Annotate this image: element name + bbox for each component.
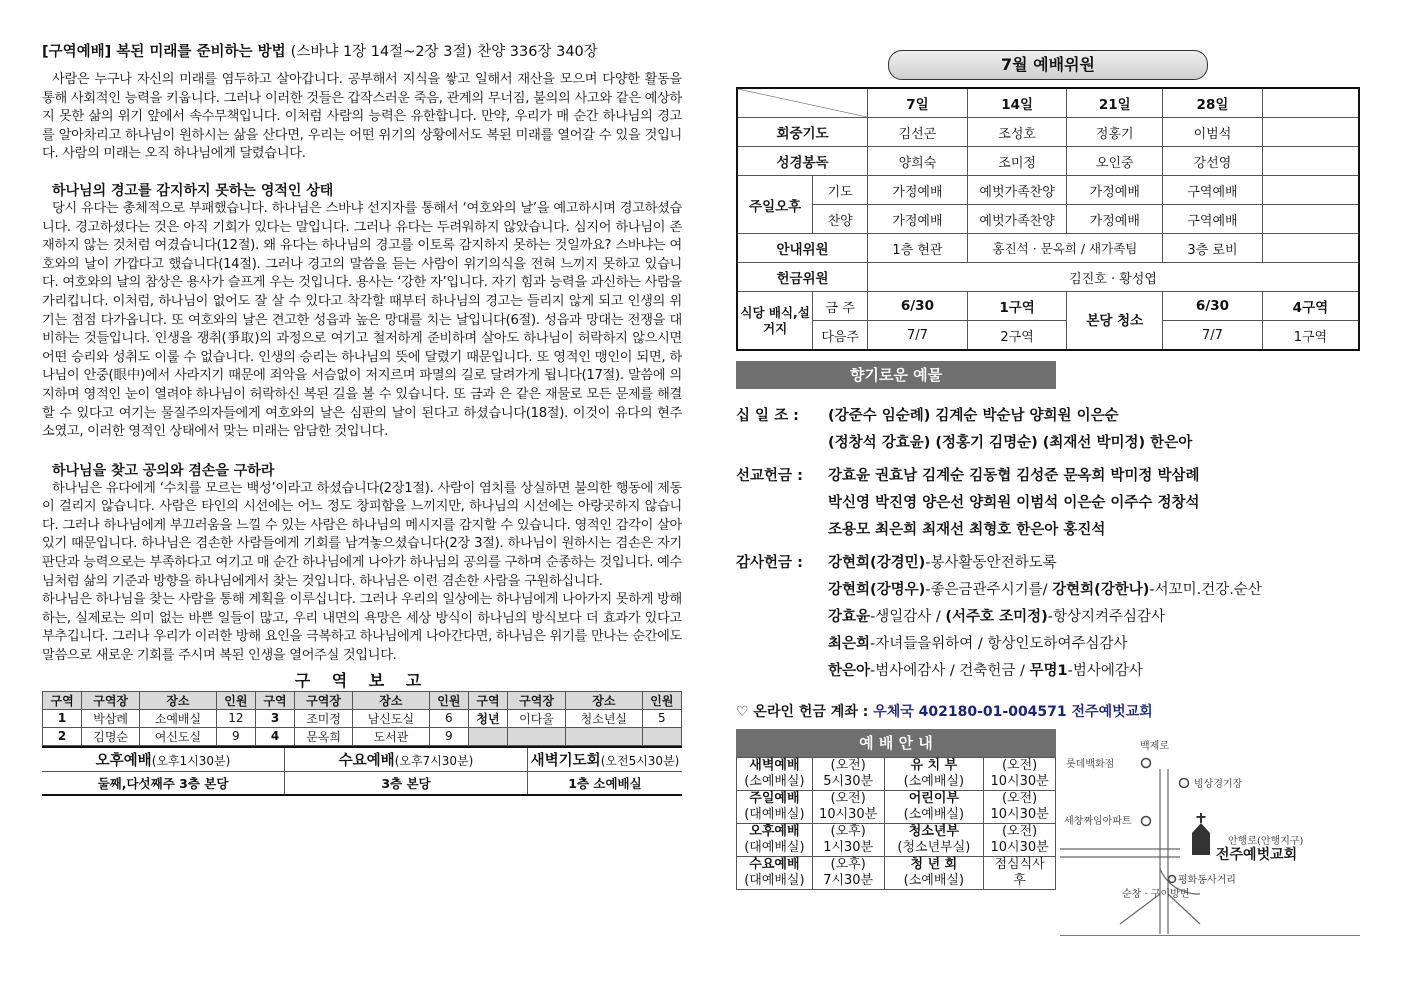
table-row — [737, 147, 1359, 176]
map-label-apartment: 세창짜임아파트 — [1064, 816, 1132, 827]
duty-cell: 구역예배 — [1163, 176, 1263, 205]
duty-cell: 6/30 — [1163, 292, 1263, 321]
report-header: 구역 — [468, 691, 507, 709]
report-header: 구역 — [255, 691, 294, 709]
duty-cell: 구역예배 — [1163, 205, 1263, 234]
duty-cell-empty — [1262, 234, 1359, 263]
duty-cell: 조미정 — [967, 147, 1067, 176]
service-ampm: (오후) — [830, 857, 866, 872]
right-column — [736, 50, 1360, 941]
worship-dawn — [528, 747, 683, 772]
thanks-note: -생일감사 / — [870, 609, 946, 625]
service-room: (대예배실) — [744, 807, 805, 822]
church-location-map — [1060, 729, 1360, 941]
service-time: 5시30분 — [823, 774, 874, 789]
worship-time: (오후7시30분) — [394, 753, 474, 768]
section2-body1: 하나님은 유다에게 ‘수치를 모르는 백성’이라고 하셨습니다(2장1절). 사람이 염치를 상실하면 불의한 행동에 제동이 걸리지 않습니다. 사람은 타인의 시선에는 어느 정도 창피함을 느끼지만, 하나님의 시선에는 아랑곳하지 않습니다. 그러나 하나님에게 부끄러움을 느낄 수 있는 사람은 하나님의 메시지를 감지할 수 있습니다. 영적인 감각이 살아있기 때문입니다. 하나님은 겸손한 사람들에게 기회를 남겨놓으셨습니다(2장 3절). 하나님이 원하시는 겸손은 자기 판단과 능력으로는 부족하다고 여기고 매 순간 하나님에게 나아가 하나님의 공의를 구하며 순종하는 것입니다. 예수님처럼 삶의 기준과 방향을 하나님에게서 찾는 것입니다. 하나님은 이런 겸손한 사람을 구원하십니다. — [42, 480, 682, 589]
map-label-church: 전주예벗교회 — [1216, 847, 1298, 863]
duty-label: 헌금위원 — [737, 263, 868, 292]
worship-name: 수요예배 — [338, 752, 395, 769]
service-time: 10시30분 — [990, 807, 1049, 822]
service-guide-band: 예 배 안 내 — [736, 729, 1056, 757]
duty-sublabel: 기도 — [813, 176, 868, 205]
table-row — [737, 263, 1359, 292]
church-icon — [1192, 813, 1210, 855]
mission-names: 조용모 최은희 최재선 최형호 한은아 홍진석 — [828, 522, 1106, 538]
service-room: (소예배실) — [903, 774, 965, 789]
worship-time: (오전5시30분) — [600, 753, 680, 768]
report-cell: 4 — [255, 727, 294, 745]
report-cell: 1 — [43, 709, 82, 727]
thanks-note: -범사에감사 — [1067, 663, 1143, 679]
report-cell-empty — [468, 727, 507, 745]
duty-cell: 1구역 — [967, 292, 1067, 321]
report-cell: 여신도실 — [140, 727, 217, 745]
thanks-note: -서꼬미.건강.순산 — [1149, 582, 1262, 598]
duty-cell — [1262, 176, 1359, 205]
service-guide-area — [736, 729, 1360, 941]
report-cell-empty — [566, 727, 643, 745]
table-row — [737, 205, 1359, 234]
district-report-title: 구 역 보 고 — [294, 670, 430, 690]
duty-cell: 홍진석 · 문옥희 / 새가족팀 — [967, 234, 1162, 263]
report-cell-empty — [642, 727, 681, 745]
duty-cell — [1262, 147, 1359, 176]
service-ampm: (오전) — [1001, 791, 1038, 806]
thanks-note: -범사에감사 / 건축헌금 / — [870, 663, 1030, 679]
district-report-table — [42, 691, 682, 746]
worship-place: 1층 소예배실 — [528, 771, 683, 795]
table-row — [737, 292, 1359, 321]
map-label-sunchang: 순창 · 구이방면 — [1122, 889, 1190, 900]
duty-label: 주일오후 — [737, 176, 813, 234]
thanks-name: 강현희(강한나) — [1052, 582, 1150, 598]
section1-title: 하나님의 경고를 감지하지 못하는 영적인 상태 — [52, 182, 334, 199]
report-cell-empty — [508, 727, 566, 745]
service-cell — [812, 758, 884, 791]
service-ampm: (오전) — [830, 791, 866, 806]
table-row — [737, 176, 1359, 205]
service-time: 7시30분 — [823, 873, 874, 888]
duty-label: 안내위원 — [737, 234, 868, 263]
service-time: 10시30분 — [990, 774, 1049, 789]
service-cell — [884, 824, 984, 857]
report-header: 장소 — [353, 691, 430, 709]
sermon-title: 복된 미래를 준비하는 방법 — [116, 44, 286, 60]
sermon-reference: (스바냐 1장 14절~2장 3절) — [290, 44, 473, 60]
map-label-baekje-road: 백제로 — [1140, 741, 1169, 752]
report-header: 구역장 — [508, 691, 566, 709]
report-header: 인원 — [642, 691, 681, 709]
offerings-list — [736, 403, 1360, 685]
thanks-name: 강효윤 — [828, 609, 871, 625]
service-room: (대예배실) — [744, 873, 805, 888]
duty-cell: 예벗가족찬양 — [967, 205, 1067, 234]
sermon-header — [42, 40, 682, 61]
duty-sublabel: 찬양 — [813, 205, 868, 234]
duty-cell: 3층 로비 — [1163, 234, 1263, 263]
service-cell — [737, 758, 813, 791]
duty-date: 7일 — [868, 88, 968, 118]
service-time: 후 — [1013, 873, 1026, 888]
map-label-lotte: 롯데백화점 — [1066, 759, 1115, 770]
thanks-note: -봉사활동안전하도록 — [925, 555, 1057, 571]
service-ampm: 점심식사 — [994, 857, 1045, 872]
duty-sublabel: 다음주 — [813, 321, 868, 351]
map-dot-crossroad — [1169, 876, 1176, 883]
thanks-note: -항상지켜주심감사 — [1047, 609, 1166, 625]
service-ampm: (오후) — [830, 824, 866, 839]
thanks-name: 최은희 — [828, 636, 871, 652]
map-label-crossroad: 평화동사거리 — [1178, 875, 1236, 886]
report-cell: 5 — [642, 709, 681, 727]
worship-time-bar — [42, 746, 682, 796]
thanks-name: 한은아 — [828, 663, 871, 679]
duty-date: 21일 — [1067, 88, 1163, 118]
section2-body2: 하나님은 하나님을 찾는 사람을 통해 계획을 이루십니다. 그러나 우리의 일상에는 하나님에게 나아가지 못하게 방해하는, 실제로는 의미 없는 바쁜 일들이 많고, 우리 내면의 욕망은 세상 방식이 하나님의 방식보다 더 효과가 있다고 부추깁니다. 그러나 우리가 이러한 방해 요인을 극복하고 하나님에게 나아간다면, 하나님은 위기를 만나는 순간에도 말씀으로 새로운 기회를 주시며 복된 인생을 열어주실 것입니다. — [42, 592, 682, 664]
duty-cell: 가정예배 — [1067, 205, 1163, 234]
worship-time: (오후1시30분) — [151, 753, 231, 768]
sermon-intro: 사람은 누구나 자신의 미래를 염두하고 살아갑니다. 공부해서 지식을 쌓고 일해서 재산을 모으며 다양한 활동을 통해 사회적인 능력을 키웁니다. 그러나 이러한 것들은 갑작스러운 죽음, 관계의 무너짐, 불의의 사고와 같은 예상하지 못한 삶의 위기 앞에서 속수무책입니다. 이처럼 사람의 능력은 유한합니다. 만약, 우리가 매 순간 하나님의 경고를 알아차리고 하나님이 원하시는 삶을 산다면, 우리는 어떤 위기의 상황에서도 복된 미래를 열어갈 수 있을 것입니다. 사람의 미래는 오직 하나님에게 달렸습니다. — [42, 72, 682, 162]
duty-label: 성경봉독 — [737, 147, 868, 176]
report-cell: 6 — [429, 709, 468, 727]
worship-place: 3층 본당 — [285, 771, 528, 795]
duty-label: 본당 청소 — [1067, 292, 1163, 351]
duty-date — [1262, 88, 1359, 118]
tithe-names: (정창석 강효윤) (정홍기 김명순) (최재선 박미정) 한은아 — [828, 435, 1193, 451]
report-cell: 문옥희 — [295, 727, 353, 745]
thanks-name: 강현희(강경민) — [828, 555, 926, 571]
duty-cell: 1층 현관 — [868, 234, 968, 263]
report-cell: 12 — [216, 709, 255, 727]
report-header: 구역 — [43, 691, 82, 709]
table-row — [737, 321, 1359, 351]
report-cell: 3 — [255, 709, 294, 727]
table-row — [737, 824, 1056, 857]
service-room: (청소년부실) — [897, 840, 971, 855]
report-header: 인원 — [429, 691, 468, 709]
duty-cell: 예벗가족찬양 — [967, 176, 1067, 205]
duty-cell: 김진호 · 황성엽 — [868, 263, 1359, 292]
service-cell — [984, 857, 1056, 890]
duty-cell: 4구역 — [1262, 292, 1359, 321]
duty-cell: 가정예배 — [1067, 176, 1163, 205]
online-account: 우체국 402180-01-004571 전주예벗교회 — [873, 704, 1153, 720]
duty-table — [736, 87, 1360, 351]
service-time: 10시30분 — [990, 840, 1049, 855]
service-name: 유 치 부 — [910, 758, 958, 773]
duty-label: 회중기도 — [737, 118, 868, 147]
thanks-name: 무명1 — [1029, 663, 1068, 679]
service-cell — [812, 857, 884, 890]
duty-cell: 1구역 — [1262, 321, 1359, 351]
report-cell: 2 — [43, 727, 82, 745]
report-cell: 박삼례 — [82, 709, 140, 727]
service-cell — [737, 791, 813, 824]
table-row — [737, 234, 1359, 263]
table-row — [43, 727, 682, 745]
duty-corner-cell — [737, 88, 868, 118]
section2-title: 하나님을 찾고 공의와 겸손을 구하라 — [52, 462, 275, 479]
service-cell — [812, 824, 884, 857]
map-dot-lotte — [1142, 759, 1151, 768]
duty-cell: 6/30 — [868, 292, 968, 321]
report-cell: 소예배실 — [140, 709, 217, 727]
thanks-label: 감사헌금 : — [736, 555, 803, 571]
map-bottom-rule — [1060, 935, 1360, 936]
duty-cell: 김선곤 — [868, 118, 968, 147]
duty-date-row — [737, 88, 1359, 118]
report-header: 구역장 — [82, 691, 140, 709]
map-label-anhaeng-road: 안행로(안행지구) — [1228, 836, 1304, 847]
thanks-note: -좋은금관주시기를/ — [925, 582, 1053, 598]
service-name: 오후예배 — [749, 824, 800, 839]
map-label-ice-rink: 빙상경기장 — [1194, 779, 1243, 790]
service-room: (소예배실) — [903, 807, 965, 822]
report-header-row — [43, 691, 682, 709]
service-time: 1시30분 — [823, 840, 874, 855]
service-name: 청소년부 — [908, 824, 959, 839]
service-cell — [984, 758, 1056, 791]
table-row — [737, 857, 1056, 890]
report-cell: 도서관 — [353, 727, 430, 745]
service-cell — [812, 791, 884, 824]
table-row — [43, 709, 682, 727]
table-row — [737, 758, 1056, 791]
service-guide-table — [736, 757, 1056, 890]
map-roads — [1060, 769, 1200, 934]
sermon-hymn: 찬양 336장 340장 — [477, 44, 598, 60]
mission-names: 박신영 박진영 양은선 양희원 이범석 이은순 이주수 정창석 — [828, 495, 1200, 511]
thanks-note: -자녀들을위하여 / 항상인도하여주심감사 — [870, 636, 1128, 652]
left-column — [42, 40, 682, 796]
mission-label: 선교헌금 : — [736, 468, 803, 484]
table-row — [737, 118, 1359, 147]
map-dot-apartment — [1142, 817, 1151, 826]
duty-sublabel: 금 주 — [813, 292, 868, 321]
report-cell: 이다울 — [508, 709, 566, 727]
tithe-label: 십 일 조 : — [736, 408, 799, 424]
worship-place: 둘째,다섯째주 3층 본당 — [42, 771, 285, 795]
worship-afternoon — [42, 747, 285, 772]
sermon-tag: [구역예배] — [42, 44, 112, 60]
report-header: 장소 — [566, 691, 643, 709]
report-cell: 남신도실 — [353, 709, 430, 727]
thanks-name: 강현희(강명우) — [828, 582, 926, 598]
service-name: 주일예배 — [749, 791, 800, 806]
service-cell — [884, 758, 984, 791]
duty-cell: 2구역 — [967, 321, 1067, 351]
duty-cell: 이범석 — [1163, 118, 1263, 147]
worship-wednesday — [285, 747, 528, 772]
duty-label: 식당 배식,설거지 — [737, 292, 813, 351]
service-name: 청 년 회 — [910, 857, 958, 872]
service-cell — [984, 791, 1056, 824]
duty-cell — [1262, 118, 1359, 147]
report-cell: 청년 — [468, 709, 507, 727]
map-dot-ice-rink — [1180, 779, 1189, 788]
service-room: (소예배실) — [903, 873, 965, 888]
service-room: (대예배실) — [744, 840, 805, 855]
duty-cell: 정홍기 — [1067, 118, 1163, 147]
report-cell: 조미정 — [295, 709, 353, 727]
service-cell — [884, 791, 984, 824]
online-label: ♡ 온라인 헌금 계좌 : — [736, 704, 869, 720]
duty-cell: 조성호 — [967, 118, 1067, 147]
service-ampm: (오전) — [1001, 824, 1038, 839]
service-time: 10시30분 — [819, 807, 878, 822]
report-cell: 9 — [429, 727, 468, 745]
duty-date: 28일 — [1163, 88, 1263, 118]
service-ampm: (오전) — [1001, 758, 1038, 773]
duty-title: 7월 예배위원 — [888, 50, 1208, 80]
report-header: 장소 — [140, 691, 217, 709]
mission-names: 강효윤 권효남 김계순 김동협 김성준 문옥희 박미정 박삼례 — [828, 468, 1200, 484]
tithe-names: (강준수 임순례) 김계순 박순남 양희원 이은순 — [828, 408, 1119, 424]
service-name: 수요예배 — [749, 857, 800, 872]
worship-name: 오후예배 — [95, 752, 152, 769]
duty-cell: 7/7 — [868, 321, 968, 351]
report-cell: 김명순 — [82, 727, 140, 745]
service-room: (소예배실) — [744, 774, 805, 789]
duty-cell: 양희숙 — [868, 147, 968, 176]
service-name: 어린이부 — [908, 791, 959, 806]
service-name: 새벽예배 — [749, 758, 800, 773]
thanks-name: (서주호 조미정) — [945, 609, 1048, 625]
report-header: 구역장 — [295, 691, 353, 709]
duty-cell: 가정예배 — [868, 205, 968, 234]
worship-name: 새벽기도회 — [530, 752, 601, 769]
duty-cell: 오인중 — [1067, 147, 1163, 176]
duty-date: 14일 — [967, 88, 1067, 118]
service-cell — [737, 824, 813, 857]
duty-cell: 강선영 — [1163, 147, 1263, 176]
online-offering — [736, 701, 1360, 721]
service-cell — [737, 857, 813, 890]
report-cell: 9 — [216, 727, 255, 745]
duty-cell — [1262, 205, 1359, 234]
service-cell — [984, 824, 1056, 857]
duty-cell: 7/7 — [1163, 321, 1263, 351]
duty-cell: 가정예배 — [868, 176, 968, 205]
service-cell — [884, 857, 984, 890]
service-ampm: (오전) — [830, 758, 866, 773]
report-header: 인원 — [216, 691, 255, 709]
section1-body: 당시 유다는 총체적으로 부패했습니다. 하나님은 스바냐 선지자를 통해서 ‘여호와의 날’을 예고하시며 경고하셨습니다. 경고하셨다는 것은 아직 기회가 있다는 말입니다. 그러나 유다는 두려워하지 않았습니다. 심지어 하나님이 존재하지 않는 것처럼 여겼습니다(12절). 왜 유다는 하나님의 경고를 이토록 감지하지 못하는 것일까요? 스바냐는 여호와의 날이 가깝다고 했습니다(14절). 그러나 경고의 말씀을 듣는 사람이 위기의식을 전혀 느끼지 못하고 있습니다. 여호와의 날의 참상은 용사가 슬프게 우는 것입니다. 용사는 ‘강한 자’입니다. 자기 힘과 능력을 과신하는 사람을 가리킵니다. 이처럼, 하나님이 없어도 잘 살 수 있다고 착각할 때부터 하나님의 경고는 들리지 않게 되고 인생의 위기는 점점 다가옵니다. 또 여호와의 날은 견고한 성읍과 높은 망대를 치는 날입니다(6절). 성읍과 망대는 전쟁을 대비하는 것들입니다. 인생을 쟁취(爭取)의 과정으로 여기고 철저하게 준비하며 살아도 하나님이 허락하지 않으시면 어떤 승리와 성취도 이룰 수 없습니다. 인생의 승리는 하나님의 뜻에 달렸기 때문입니다. 또 영적인 맹인이 되면, 하나님이 안중(眼中)에서 사라지기 때문에 죄악을 서슴없이 저지르며 파멸의 길로 달려가게 됩니다(17절). 말씀에 의지하며 영적인 눈이 열려야 하나님이 허락하신 복된 길을 볼 수 있습니다. 또 금과 은 같은 재물로 모든 문제를 해결할 수 있다고 여기는 물질주의자들에게 여호와의 날은 심판의 날이 된다고 하셨습니다(18절). 이것이 유다의 현주소였고, 이러한 영적인 상태에서 맞는 미래는 암담한 것입니다. — [42, 200, 682, 440]
offerings-band: 향기로운 예물 — [736, 361, 1056, 389]
table-row — [737, 791, 1056, 824]
report-cell: 청소년실 — [566, 709, 643, 727]
